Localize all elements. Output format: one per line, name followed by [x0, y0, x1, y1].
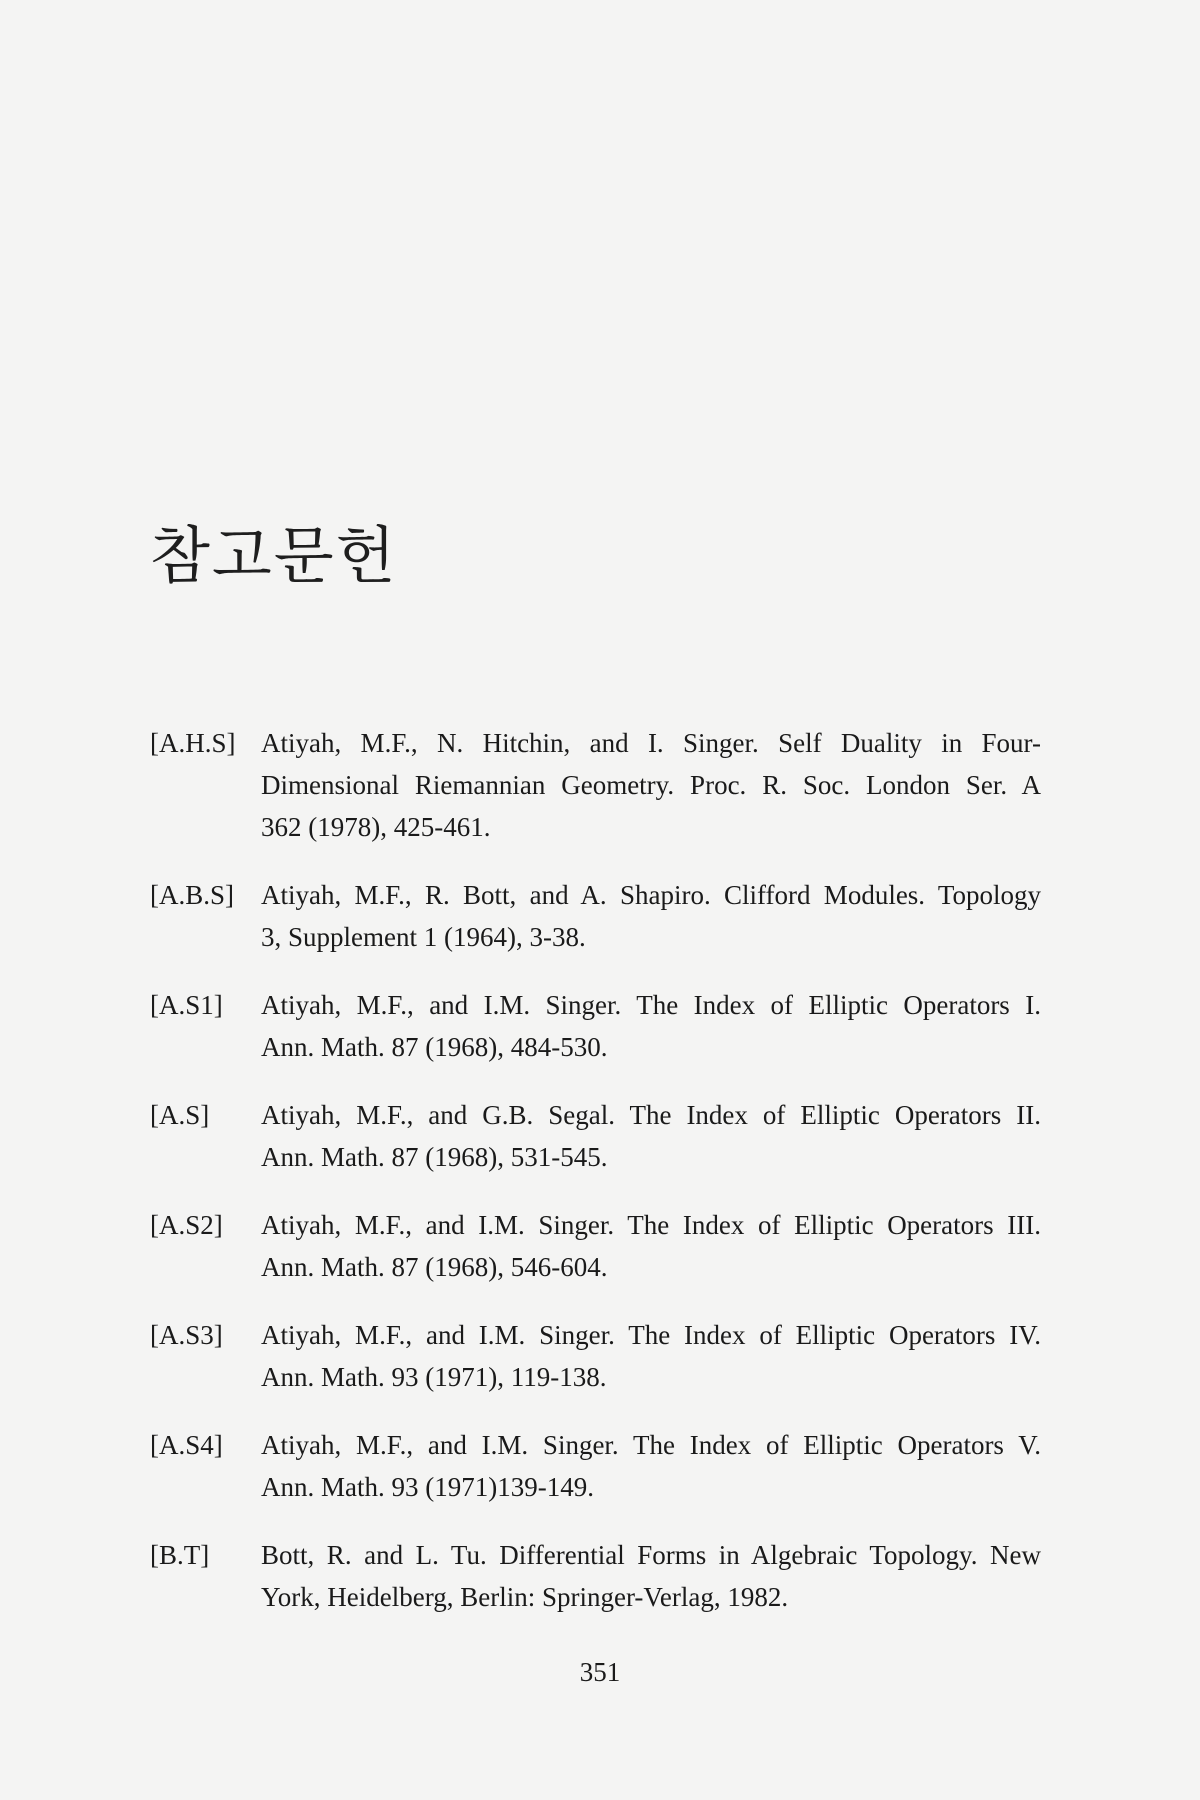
reference-key: [B.T] — [150, 1540, 210, 1570]
reference-text — [261, 722, 1041, 848]
reference-line: Atiyah, M.F., and I.M. Singer. The Index of Elliptic Operators I. — [261, 990, 1041, 1020]
reference-line: 362 (1978), 425-461. — [261, 812, 491, 842]
reference-text — [261, 1094, 1041, 1178]
reference-key: [A.S3] — [150, 1320, 223, 1350]
reference-line: Atiyah, M.F., N. Hitchin, and I. Singer. Self Duality in Four- — [261, 728, 1041, 758]
reference-text — [261, 984, 1041, 1068]
reference-line: Atiyah, M.F., and I.M. Singer. The Index of Elliptic Operators III. — [261, 1210, 1041, 1240]
reference-text — [261, 1314, 1041, 1398]
reference-key: [A.S1] — [150, 990, 223, 1020]
reference-text — [261, 1424, 1041, 1508]
reference-text — [261, 874, 1041, 958]
reference-line: York, Heidelberg, Berlin: Springer-Verlag, 1982. — [261, 1582, 789, 1612]
page-number: 351 — [579, 1657, 621, 1687]
reference-line: Atiyah, M.F., and I.M. Singer. The Index of Elliptic Operators V. — [261, 1430, 1041, 1460]
reference-line: Bott, R. and L. Tu. Differential Forms in Algebraic Topology. New — [261, 1540, 1041, 1570]
reference-line: Ann. Math. 87 (1968), 484-530. — [261, 1032, 608, 1062]
reference-line: Ann. Math. 93 (1971)139-149. — [261, 1472, 594, 1502]
reference-line: Dimensional Riemannian Geometry. Proc. R. Soc. London Ser. A — [261, 770, 1041, 800]
reference-line: Atiyah, M.F., R. Bott, and A. Shapiro. Clifford Modules. Topology — [261, 880, 1041, 910]
reference-line: Atiyah, M.F., and I.M. Singer. The Index of Elliptic Operators IV. — [261, 1320, 1041, 1350]
reference-line: Atiyah, M.F., and G.B. Segal. The Index of Elliptic Operators II. — [261, 1100, 1041, 1130]
reference-key: [A.S2] — [150, 1210, 223, 1240]
reference-line: Ann. Math. 87 (1968), 531-545. — [261, 1142, 608, 1172]
reference-line: 3, Supplement 1 (1964), 3-38. — [261, 922, 586, 952]
reference-key: [A.H.S] — [150, 728, 236, 758]
reference-text — [261, 1534, 1041, 1618]
reference-key: [A.S4] — [150, 1430, 223, 1460]
reference-text — [261, 1204, 1041, 1288]
reference-key: [A.B.S] — [150, 880, 235, 910]
reference-key: [A.S] — [150, 1100, 210, 1130]
reference-line: Ann. Math. 93 (1971), 119-138. — [261, 1362, 607, 1392]
section-heading: 참고문헌 — [150, 519, 398, 592]
reference-line: Ann. Math. 87 (1968), 546-604. — [261, 1252, 608, 1282]
